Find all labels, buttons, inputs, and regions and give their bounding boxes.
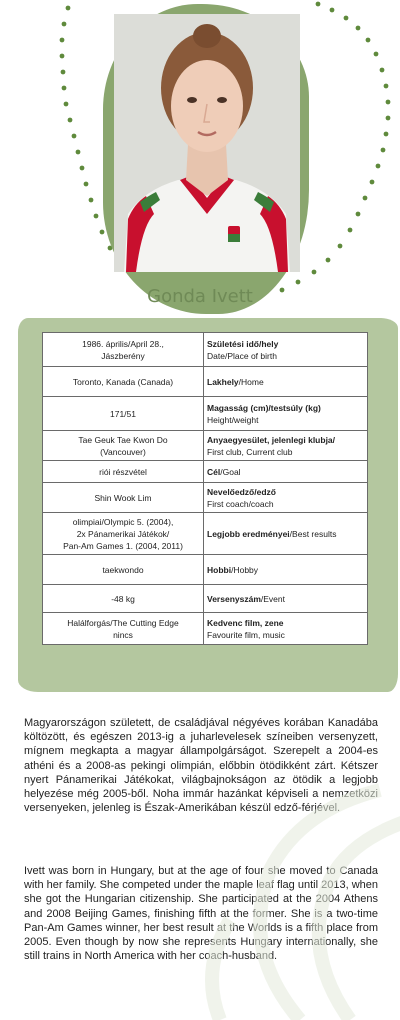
label-english: Best results: [292, 528, 337, 539]
label-english: Height/weight: [207, 414, 259, 425]
table-row: [43, 585, 368, 613]
table-row: [43, 483, 368, 513]
table-value-line: -48 kg: [111, 593, 135, 604]
table-value-line: taekwondo: [102, 564, 144, 575]
table-value-cell: [43, 613, 204, 645]
table-row: [43, 397, 368, 431]
table-value-line: 171/51: [110, 408, 136, 419]
label-english: First club, Current club: [207, 446, 293, 457]
table-row: [43, 431, 368, 461]
table-label-cell: [204, 513, 368, 555]
table-value-cell: [43, 367, 204, 397]
table-label-cell: [204, 431, 368, 461]
label-english: Favourite film, music: [207, 629, 285, 640]
table-label-cell: [204, 585, 368, 613]
label-hungarian: Kedvenc film, zene: [207, 617, 284, 628]
label-separator: /: [289, 528, 293, 539]
table-row: [43, 513, 368, 555]
table-value-line: Halálforgás/The Cutting Edge: [67, 617, 179, 628]
label-separator: /: [220, 466, 223, 477]
label-english: First coach/coach: [207, 498, 274, 509]
label-english: Home: [241, 376, 264, 387]
athlete-name: Gonda Ivett: [147, 286, 253, 307]
table-label-cell: [204, 483, 368, 513]
table-value-line: Shin Wook Lim: [94, 492, 152, 503]
label-hungarian: Anyaegyesület, jelenlegi klubja/: [207, 434, 336, 445]
portrait-illustration: [114, 14, 300, 272]
label-separator: /: [238, 376, 242, 387]
table-row: [43, 367, 368, 397]
table-value-line: Pan-Am Games 1. (2004, 2011): [63, 540, 183, 551]
label-hungarian: Versenyszám: [207, 593, 261, 604]
table-row: [43, 333, 368, 367]
table-value-cell: [43, 461, 204, 483]
table-value-cell: [43, 513, 204, 555]
bio-hungarian: Magyarországon született, de családjával négyéves korában Kanadába költözött, és egészen 2013-ig a juharlevelesek színeiben versenyzett, mígnem megkapta a magyar állampolgárságot. Szerepelt a 2004-es athéni és a 2008-as pekingi olimpián, előbbin ötödikként zárt. Kétszer nyert Pánamerikai Játékokat, világbajnokságon az ötödik a legjobb helyezése még 2005-ből. Noha immár hazánkat képviseli a nemzetközi versenyeken, jelenleg is Észak-Amerikában készül edző-férjével.: [24, 717, 378, 815]
label-hungarian: Nevelőedző/edző: [207, 486, 276, 497]
table-value-cell: [43, 333, 204, 367]
label-hungarian: Születési idő/hely: [207, 338, 279, 349]
label-hungarian: Hobbi: [207, 564, 232, 575]
table-label-cell: [204, 613, 368, 645]
table-value-line: Tae Geuk Tae Kwon Do: [78, 434, 168, 445]
table-label-cell: [204, 367, 368, 397]
table-row: [43, 555, 368, 585]
table-value-cell: [43, 555, 204, 585]
table-label-cell: [204, 461, 368, 483]
label-english: Date/Place of birth: [207, 350, 277, 361]
table-label-cell: [204, 397, 368, 431]
info-table-body: [43, 333, 368, 645]
table-value-cell: [43, 585, 204, 613]
table-label-cell: [204, 555, 368, 585]
table-label-cell: [204, 333, 368, 367]
table-value-cell: [43, 483, 204, 513]
table-value-line: 1986. április/April 28.,: [82, 338, 164, 349]
label-english: Event: [263, 593, 285, 604]
info-table: [42, 332, 368, 645]
table-value-line: riói részvétel: [99, 466, 147, 477]
table-value-line: Toronto, Kanada (Canada): [72, 376, 174, 387]
table-value-line: nincs: [113, 629, 133, 640]
label-separator: /: [260, 593, 264, 604]
table-value-cell: [43, 397, 204, 431]
table-row: [43, 613, 368, 645]
table-value-line: (Vancouver): [100, 446, 146, 457]
table-value-line: olimpiai/Olympic 5. (2004),: [72, 516, 174, 527]
label-hungarian: Magasság (cm)/testsúly (kg): [207, 402, 321, 413]
table-value-line: Jászberény: [101, 350, 145, 361]
table-value-cell: [43, 431, 204, 461]
table-row: [43, 461, 368, 483]
background-leaf-watermark: [180, 780, 400, 1020]
label-english: Goal: [222, 466, 241, 477]
label-hungarian: Legjobb eredményei: [207, 528, 290, 539]
label-english: Hobby: [233, 564, 259, 575]
label-hungarian: Cél: [207, 466, 221, 477]
table-value-line: 2x Pánamerikai Játékok/: [76, 528, 170, 539]
label-separator: /: [231, 564, 234, 575]
athlete-portrait-photo: [114, 14, 300, 272]
label-hungarian: Lakhely: [207, 376, 239, 387]
bio-english: Ivett was born in Hungary, but at the age of four she moved to Canada with her family. She competed under the maple leaf flag until 2013, when she got the Hungarian citizenship. She participated at the 2004 Athens and 2008 Beijing Games, finishing fifth at the former. She is a two-time Pan-Am Games winner, her best result at the Worlds is a fifth place from 2005. Even though by now she represents Hungary internationally, she still trains in North America with her coach-husband.: [24, 865, 378, 963]
